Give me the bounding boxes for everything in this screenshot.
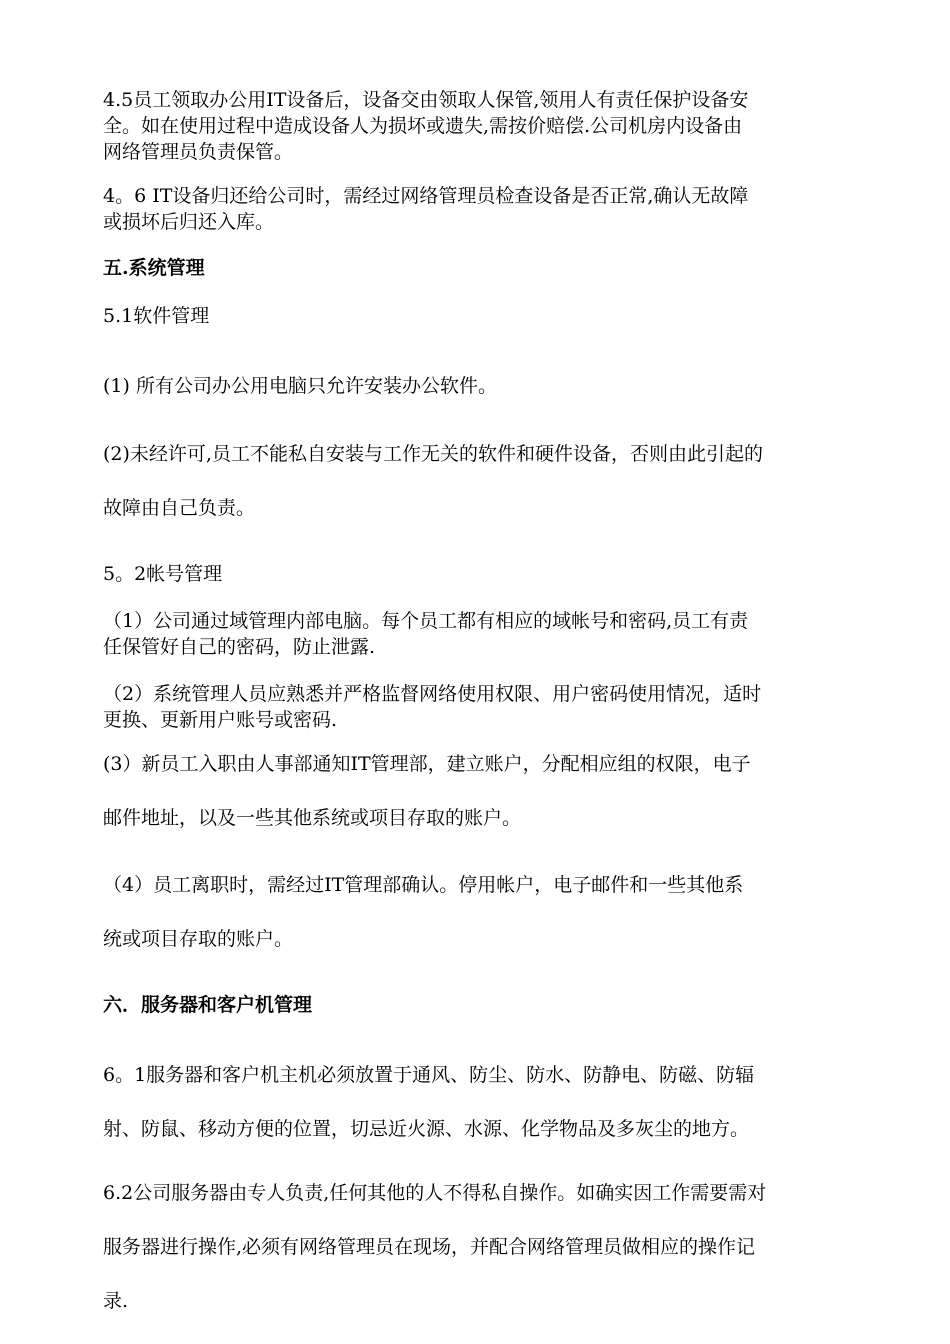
text-line: 或损坏后归还入库。 xyxy=(103,211,275,233)
paragraph-5-2-1 xyxy=(103,608,893,660)
section-heading-5: 五.系统管理 xyxy=(103,257,205,279)
text-line: 网络管理员负责保管。 xyxy=(103,141,294,163)
text-line: 邮件地址，以及一些其他系统或项目存取的账户。 xyxy=(103,807,522,829)
text-line: （1）公司通过域管理内部电脑。每个员工都有相应的域帐号和密码,员工有责 xyxy=(103,610,749,632)
text-line: 更换、更新用户账号或密码. xyxy=(103,709,338,731)
paragraph-5-2-2 xyxy=(103,681,893,733)
paragraph-5-1-1 xyxy=(103,373,893,399)
text-line: （2）系统管理人员应熟悉并严格监督网络使用权限、用户密码使用情况，适时 xyxy=(103,683,762,705)
paragraph-5-1-2 xyxy=(103,427,893,535)
paragraph-4-6 xyxy=(103,183,893,235)
paragraph-6-1 xyxy=(103,1048,893,1156)
subsection-heading-5-1 xyxy=(103,303,893,329)
paragraph-6-2 xyxy=(103,1166,893,1328)
paragraph-5-2-3 xyxy=(103,737,893,845)
text-line: 服务器进行操作,必须有网络管理员在现场，并配合网络管理员做相应的操作记 xyxy=(103,1236,756,1258)
text-line: (2)未经许可,员工不能私自安装与工作无关的软件和硬件设备，否则由此引起的 xyxy=(103,443,763,465)
text-line: 4。6 IT设备归还给公司时，需经过网络管理员检查设备是否正常,确认无故障 xyxy=(103,185,749,207)
text-line: 任保管好自己的密码，防止泄露. xyxy=(103,636,376,658)
text-line: 全。如在使用过程中造成设备人为损坏或遗失,需按价赔偿.公司机房内设备由 xyxy=(103,115,743,137)
text-line: （4）员工离职时，需经过IT管理部确认。停用帐户，电子邮件和一些其他系 xyxy=(103,874,744,896)
subsection-heading-5-2 xyxy=(103,561,893,587)
text-line: 6.2公司服务器由专人负责,任何其他的人不得私自操作。如确实因工作需要需对 xyxy=(103,1182,767,1204)
section-heading-6: 六．服务器和客户机管理 xyxy=(103,994,313,1016)
paragraph-5-2-4 xyxy=(103,858,893,966)
text-line: 统或项目存取的账户。 xyxy=(103,928,294,950)
text-line: 4.5员工领取办公用IT设备后，设备交由领取人保管,领用人有责任保护设备安 xyxy=(103,89,749,111)
text-line: (3）新员工入职由人事部通知IT管理部，建立账户，分配相应组的权限，电子 xyxy=(103,753,751,775)
text-line: 5。2帐号管理 xyxy=(103,563,223,585)
text-line: 5.1软件管理 xyxy=(103,305,210,327)
text-line: 射、防鼠、移动方便的位置，切忌近火源、水源、化学物品及多灰尘的地方。 xyxy=(103,1118,750,1140)
text-line: (1) 所有公司办公用电脑只允许安装办公软件。 xyxy=(103,375,497,397)
text-line: 6。1服务器和客户机主机必须放置于通风、防尘、防水、防静电、防磁、防辐 xyxy=(103,1064,755,1086)
text-line: 故障由自己负责。 xyxy=(103,497,256,519)
text-line: 录. xyxy=(103,1290,129,1312)
paragraph-4-5 xyxy=(103,87,893,165)
